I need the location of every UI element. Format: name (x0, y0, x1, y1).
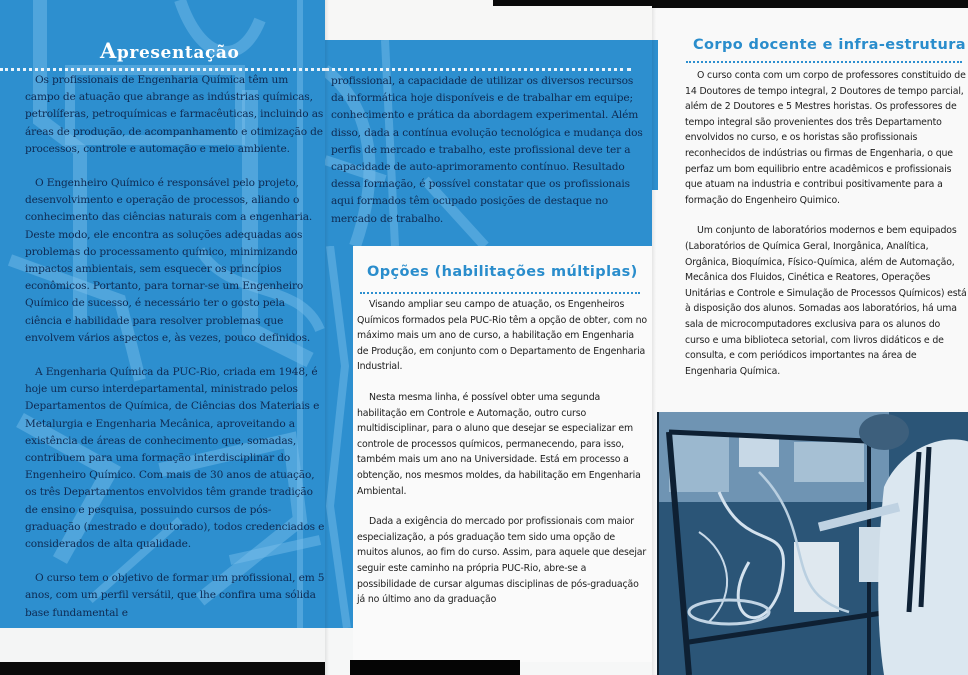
corpo-docente-body (685, 68, 967, 379)
dotted-divider (325, 68, 631, 71)
section-title-apresentacao (100, 38, 240, 63)
middle-blue-block (325, 40, 652, 246)
scan-edge-bottom (350, 660, 520, 675)
lab-equipment-image (659, 412, 968, 675)
page-margin (0, 628, 325, 662)
title-initial: A (100, 38, 117, 63)
middle-white-block (353, 246, 652, 662)
opcoes-body (357, 297, 647, 608)
paragraph: O curso conta com um corpo de professores constituido de 14 Doutores de tempo integral, 2 Doutores de tempo parcial, além de 2 Doutores e 5 Mestres horistas. Os professores de tempo integral são provenientes dos três Departamento envolvidos no curso, e os horistas são profissionais reconhecidos de indústrias ou firmas de Engenharia, o que perfaz um bom equilibrio entre acadêmicos e profissionais que atuam na industria e contribui positivamente para a formação do Engenheiro Quimico. (685, 70, 966, 206)
title-rest: presentação (116, 43, 240, 63)
fold-line (652, 0, 656, 675)
section-title-corpo-docente: Corpo docente e infra-estrutura (693, 37, 966, 53)
middle-top-margin (325, 0, 652, 40)
paragraph: O curso tem o objetivo de formar um profissional, em 5 anos, com um perfil versátil, que lhe confira uma sólida base fundamental e (25, 572, 325, 619)
apresentacao-body (25, 72, 325, 622)
scan-edge-top (652, 0, 968, 8)
engineering-pattern-background (325, 246, 353, 628)
paragraph: O Engenheiro Químico é responsável pelo projeto, desenvolvimento e operação de processos, aliando o conhecimento das ciências naturais com a engenharia. Deste modo, ele encontra as soluções adequadas aos problemas do processamento químico, minimizando impactos ambientais, sem esquecer os princípios econômicos. Portanto, para tornar-se um Engenheiro Químico de sucesso, é necessário ter o gosto pela ciência e habilidade para resolver problemas que envolvem vários aspectos e, às vezes, pouco definidos. (25, 177, 313, 344)
lab-photo (657, 412, 968, 675)
dotted-divider (0, 68, 325, 71)
fold-line (325, 0, 329, 675)
paragraph: Dada a exigência do mercado por profissionais com maior especialização, a pós graduação tem sido uma opção de muitos alunos, ao fim do curso. Assim, para aquele que desejar seguir este caminho na própria PUC-Rio, abre-se a possibilidade de cursar algumas disciplinas de pós-graduação já no último ano da graduação (357, 516, 647, 606)
scan-edge-bottom (0, 662, 325, 675)
paragraph: Um conjunto de laboratórios modernos e bem equipados (Laboratórios de Química Geral, Inorgânica, Analítica, Orgânica, Bioquímica, Físico-Química, além de Automação, Mecânica dos Fluidos, Cinética e Reatores, Operações Unitárias e Controle e Simulação de Processos Químicos) está à disposição dos alunos. Somadas aos laboratórios, há uma sala de microcomputadores exclusiva para os alunos do curso e uma biblioteca setorial, com livros didáticos e de consulta, e com periódicos importantes na área de Engenharia Química. (685, 225, 967, 377)
paragraph: Os profissionais de Engenharia Química têm um campo de atuação que abrange as indústrias químicas, petrolíferas, petroquímicas e farmacêuticas, incluindo as áreas de produção, de acompanhamento e otimização de processos, controle e automação e meio ambiente. (25, 74, 324, 155)
dotted-divider (360, 292, 640, 294)
section-title-opcoes: Opções (habilitações múltiplas) (367, 264, 638, 280)
left-panel (0, 0, 325, 628)
apresentacao-continuation (331, 73, 643, 228)
paragraph: profissional, a capacidade de utilizar os diversos recursos da informática hoje disponíveis e de trabalhar em equipe; conhecimento e prática da abordagem experimental. Além disso, dada a contínua evolução tecnológica e mudança dos perfis de mercado e trabalho, este profissional deve ter a capacidade de auto-aprimoramento contínuo. Resultado dessa formação, é possível constatar que os profissionais aqui formados têm ocupado posições de destaque no mercado de trabalho. (331, 75, 643, 225)
paragraph: Visando ampliar seu campo de atuação, os Engenheiros Químicos formados pela PUC-Rio têm a opção de obter, com no máximo mais um ano de curso, a habilitação em Engenharia de Produção, em conjunto com o Departamento de Engenharia Industrial. (357, 299, 647, 373)
middle-left-strip (325, 246, 353, 628)
paragraph: A Engenharia Química da PUC-Rio, criada em 1948, é hoje um curso interdepartamental, ministrado pelos Departamentos de Química, de Ciências dos Materiais e Metalurgia e Engenharia Mecânica, aproveitando a existência de áreas de conhecimento que, somadas, contribuem para uma formação interdisciplinar do Engenheiro Químico. Com mais de 30 anos de atuação, os três Departamentos envolvidos têm grande tradição de ensino e pesquisa, possuindo cursos de pós-graduação (mestrado e doutorado), todos credenciados e considerados de alta qualidade. (25, 366, 325, 551)
dotted-divider (686, 61, 962, 63)
paragraph: Nesta mesma linha, é possível obter uma segunda habilitação em Controle e Automação, outro curso multidisciplinar, para o aluno que desejar se especializar em controle de processos químicos, permanecendo, para isso, também mais um ano na Universidade. Está em processo a obtenção, nos mesmos moldes, da habilitação em Engenharia Ambiental. (357, 391, 641, 497)
